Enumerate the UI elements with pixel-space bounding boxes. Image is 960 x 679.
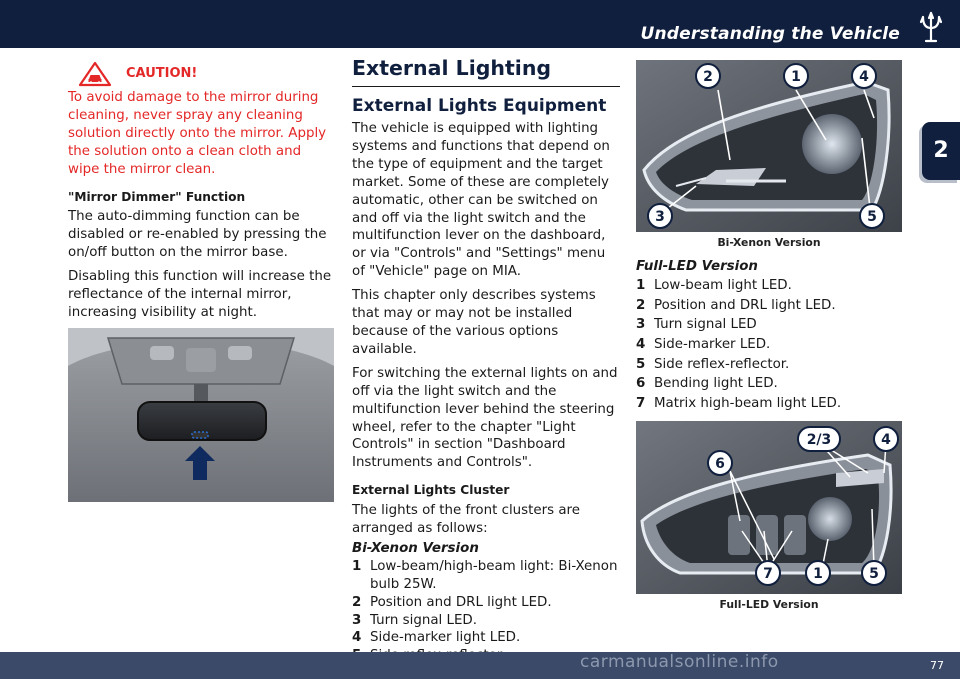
callout-2 <box>696 64 720 88</box>
page-footer <box>0 652 960 679</box>
bixenon-list <box>352 558 620 665</box>
svg-text:4: 4 <box>881 432 891 448</box>
list-item: 4 Side-marker light LED. <box>352 630 521 646</box>
subsection-title: External Lights Equipment <box>352 96 607 116</box>
svg-text:5: 5 <box>867 209 877 225</box>
caution-text: To avoid damage to the mirror during cleaning, never spray any cleaning solution directly onto the mirror. Apply the solution onto a clean cloth and wipe the mirror clean. <box>68 90 327 177</box>
bixenon-heading: Bi-Xenon Version <box>352 540 479 556</box>
switching-paragraph: For switching the external lights on and off via the light switch and the multifunction lever behind the steering wheel, refer to the chapter "Light Controls" in section "Dashboard Instruments and Controls". <box>352 365 618 471</box>
list-item: 2 Position and DRL light LED. <box>352 594 552 610</box>
left-column <box>68 60 336 322</box>
fullled-caption: Full-LED Version <box>719 598 819 611</box>
svg-text:3: 3 <box>655 209 665 225</box>
maserati-trident-icon <box>914 10 948 44</box>
fullled-headlight-image <box>636 421 902 594</box>
callout-4 <box>874 427 898 451</box>
list-item: 2 Position and DRL light LED. <box>636 297 836 313</box>
svg-text:1: 1 <box>791 69 801 85</box>
list-item: 5 Side reflex-reflector. <box>636 356 790 372</box>
bixenon-illustration <box>636 60 902 232</box>
fullled-list <box>636 276 902 414</box>
callout-4 <box>852 64 876 88</box>
svg-text:7: 7 <box>763 566 773 582</box>
callout-7 <box>756 561 780 585</box>
mirror-dimmer-paragraph-1: The auto-dimming function can be disabled or re-enabled by pressing the on/off button on the mirror base. <box>68 209 327 261</box>
mirror-dimmer-paragraph-2: Disabling this function will increase the reflectance of the internal mirror, increasing visibility at night. <box>68 269 332 320</box>
callout-5 <box>862 561 886 585</box>
cluster-paragraph: The lights of the front clusters are arranged as follows: <box>352 503 581 537</box>
callout-3 <box>648 204 672 228</box>
mirror-illustration <box>68 328 334 502</box>
callout-2-3 <box>798 427 840 451</box>
svg-text:1: 1 <box>813 566 823 582</box>
callout-6 <box>708 451 732 475</box>
svg-text:6: 6 <box>715 456 725 472</box>
rear-view-mirror-image <box>68 328 334 502</box>
svg-text:2: 2 <box>703 69 713 85</box>
list-item: 1 Low-beam light LED. <box>636 277 792 293</box>
list-item: 6 Bending light LED. <box>636 376 778 392</box>
right-column <box>636 258 902 414</box>
list-item: 4 Side-marker LED. <box>636 337 771 353</box>
systems-paragraph: This chapter only describes systems that may or may not be installed because of the various options available. <box>352 288 596 357</box>
bixenon-headlight-image <box>636 60 902 232</box>
svg-text:4: 4 <box>859 69 869 85</box>
callout-5 <box>860 204 884 228</box>
mirror-dimmer-heading: "Mirror Dimmer" Function <box>68 189 246 204</box>
page-header <box>0 0 960 48</box>
watermark: carmanualsonline.info <box>580 652 779 672</box>
caution-title: CAUTION! <box>126 66 198 82</box>
list-item: 3 Turn signal LED <box>636 317 757 333</box>
fullled-illustration <box>636 421 902 594</box>
cluster-heading: External Lights Cluster <box>352 483 510 498</box>
callout-1 <box>806 561 830 585</box>
page-number: 77 <box>930 659 944 672</box>
fullled-heading: Full-LED Version <box>636 259 758 274</box>
middle-column <box>352 56 620 665</box>
svg-text:2/3: 2/3 <box>806 432 832 448</box>
intro-paragraph: The vehicle is equipped with lighting systems and functions that depend on the type of equipment and the target market. Some of these are completely automatic, other can be switched on and off via the light switch and the multifunction lever on the dashboard, or via "Controls" and "Settings" menu of "Vehicle" page on MIA. <box>352 121 610 280</box>
chapter-tab[interactable]: 2 <box>922 122 960 180</box>
list-item: 3 Turn signal LED. <box>352 612 477 628</box>
bixenon-caption: Bi-Xenon Version <box>717 236 821 249</box>
header-title: Understanding the Vehicle <box>640 24 900 44</box>
callout-1 <box>784 64 808 88</box>
list-item: 1 Low-beam/high-beam light: Bi-Xenon bulb 25W. <box>352 558 618 592</box>
caution-heading <box>68 60 336 88</box>
list-item: 7 Matrix high-beam light LED. <box>636 396 842 412</box>
caution-car-warning-icon <box>78 61 112 87</box>
svg-text:5: 5 <box>869 566 879 582</box>
section-title: External Lighting <box>352 60 620 87</box>
